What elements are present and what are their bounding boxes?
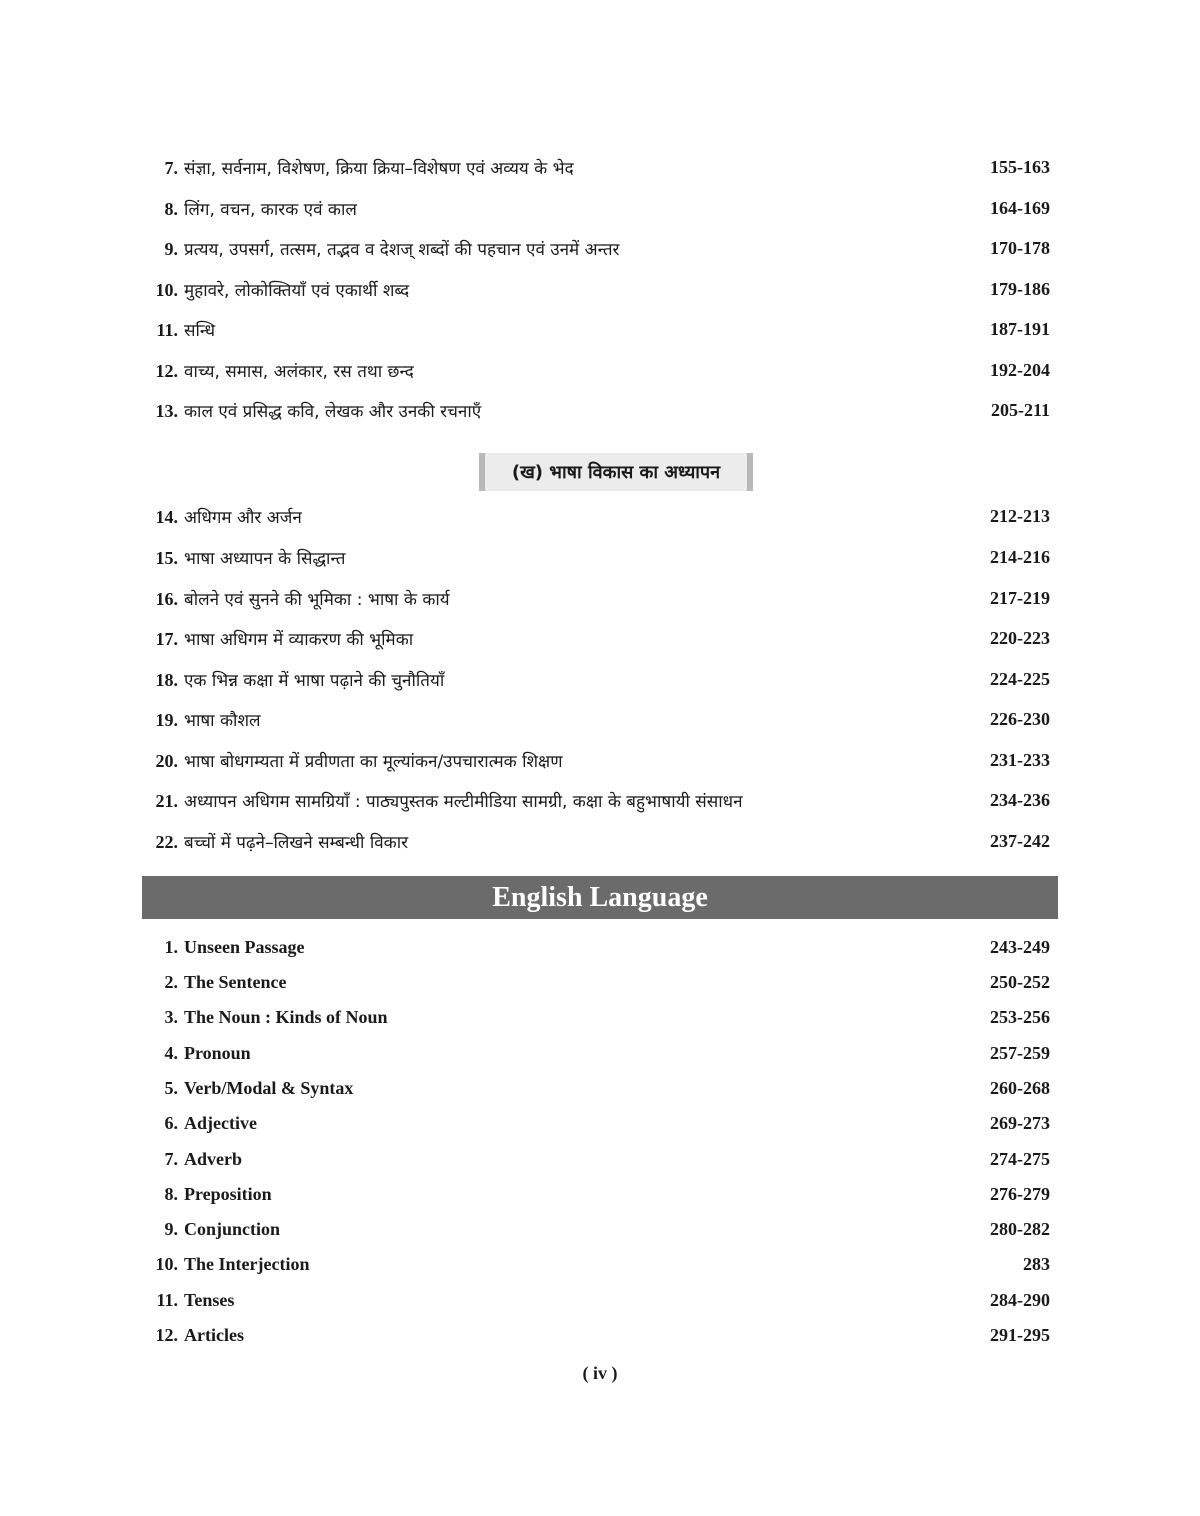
toc-row — [142, 1036, 1050, 1071]
item-number: 4. — [164, 1043, 178, 1063]
toc-row — [142, 269, 1050, 309]
item-title: भाषा अध्यापन के सिद्धान्त — [184, 548, 346, 569]
page-range: 220-223 — [990, 627, 1050, 648]
item-title: बच्चों में पढ़ने–लिखने सम्बन्धी विकार — [184, 832, 409, 853]
page-range: 280-282 — [990, 1219, 1050, 1239]
item-number: 16. — [155, 588, 178, 609]
item-title: अध्यापन अधिगम सामग्रियाँ : पाठ्यपुस्तक मल्टीमीडिया सामग्री, कक्षा के बहुभाषायी संसाधन — [184, 791, 743, 812]
item-title: भाषा कौशल — [184, 710, 261, 731]
page-range: 269-273 — [990, 1113, 1050, 1133]
toc-row — [142, 930, 1050, 965]
toc-row — [142, 699, 1050, 739]
item-title: Articles — [184, 1325, 244, 1345]
item-number: 12. — [155, 360, 178, 381]
item-title: The Interjection — [184, 1254, 310, 1274]
page-range: 250-252 — [990, 972, 1050, 992]
page-range: 237-242 — [990, 830, 1050, 851]
toc-row — [142, 1106, 1050, 1141]
toc-row — [142, 496, 1050, 536]
item-title: अधिगम और अर्जन — [184, 507, 302, 528]
item-title: Conjunction — [184, 1219, 281, 1239]
page-range: 243-249 — [990, 937, 1050, 957]
item-number: 18. — [155, 669, 178, 690]
item-number: 8. — [164, 198, 178, 219]
item-title: काल एवं प्रसिद्ध कवि, लेखक और उनकी रचनाएँ — [184, 401, 482, 422]
page-range: 205-211 — [990, 399, 1050, 420]
toc-row — [142, 1000, 1050, 1035]
item-title: लिंग, वचन, कारक एवं काल — [184, 199, 357, 220]
item-title: Adjective — [184, 1113, 257, 1133]
page-range: 253-256 — [990, 1007, 1050, 1027]
item-title: बोलने एवं सुनने की भूमिका : भाषा के कार्य — [184, 589, 450, 610]
page-range: 291-295 — [990, 1325, 1050, 1345]
item-number: 15. — [155, 547, 178, 568]
item-title: Preposition — [184, 1184, 272, 1204]
item-number: 21. — [155, 790, 178, 811]
item-title: मुहावरे, लोकोक्तियाँ एवं एकार्थी शब्द — [184, 280, 410, 301]
item-number: 10. — [155, 279, 178, 300]
item-number: 1. — [164, 937, 178, 957]
item-title: भाषा अधिगम में व्याकरण की भूमिका — [184, 629, 414, 650]
page-number: ( iv ) — [582, 1363, 618, 1383]
page-range: 155-163 — [990, 156, 1050, 177]
item-number: 13. — [155, 400, 178, 421]
toc-row — [142, 1142, 1050, 1177]
item-title: The Sentence — [184, 972, 287, 992]
item-number: 3. — [164, 1007, 178, 1027]
page-range: 234-236 — [990, 789, 1050, 810]
toc-row — [142, 147, 1050, 187]
item-number: 5. — [164, 1078, 178, 1098]
toc-row — [142, 1177, 1050, 1212]
item-title: The Noun : Kinds of Noun — [184, 1007, 388, 1027]
toc-row — [142, 228, 1050, 268]
toc-row — [142, 659, 1050, 699]
toc-row — [142, 578, 1050, 618]
toc-row — [142, 965, 1050, 1000]
item-number: 11. — [156, 319, 178, 340]
subsection-heading: (ख) भाषा विकास का अध्यापन — [479, 453, 753, 491]
item-number: 10. — [155, 1254, 178, 1274]
toc-row — [142, 537, 1050, 577]
section-banner: English Language — [142, 876, 1058, 919]
item-number: 9. — [164, 1219, 178, 1239]
toc-row — [142, 390, 1050, 430]
toc-row — [142, 618, 1050, 658]
page-range: 192-204 — [990, 359, 1050, 380]
item-number: 11. — [156, 1290, 178, 1310]
toc-row — [142, 821, 1050, 861]
item-number: 8. — [164, 1184, 178, 1204]
item-number: 9. — [164, 238, 178, 259]
toc-row — [142, 740, 1050, 780]
item-number: 12. — [155, 1325, 178, 1345]
page-range: 170-178 — [990, 237, 1050, 258]
page-range: 187-191 — [990, 318, 1050, 339]
toc-row — [142, 780, 1050, 820]
page-range: 212-213 — [990, 505, 1050, 526]
item-title: Verb/Modal & Syntax — [184, 1078, 354, 1098]
item-title: Unseen Passage — [184, 937, 305, 957]
page-range: 224-225 — [990, 668, 1050, 689]
item-title: सन्धि — [184, 320, 216, 341]
item-number: 2. — [164, 972, 178, 992]
page-range: 217-219 — [990, 587, 1050, 608]
page-range: 257-259 — [990, 1043, 1050, 1063]
item-number: 14. — [155, 506, 178, 527]
item-number: 22. — [155, 831, 178, 852]
page-range: 231-233 — [990, 749, 1050, 770]
page-range: 284-290 — [990, 1290, 1050, 1310]
item-title: वाच्य, समास, अलंकार, रस तथा छन्द — [184, 361, 414, 382]
toc-row — [142, 1212, 1050, 1247]
toc-row — [142, 188, 1050, 228]
item-title: Adverb — [184, 1149, 242, 1169]
item-number: 20. — [155, 750, 178, 771]
page-range: 164-169 — [990, 197, 1050, 218]
item-title: भाषा बोधगम्यता में प्रवीणता का मूल्यांकन/उपचारात्मक शिक्षण — [184, 751, 563, 772]
toc-row — [142, 350, 1050, 390]
page-range: 214-216 — [990, 546, 1050, 567]
toc-row — [142, 1318, 1050, 1353]
page-range: 274-275 — [990, 1149, 1050, 1169]
page-range: 179-186 — [990, 278, 1050, 299]
toc-row — [142, 1071, 1050, 1106]
page-range: 226-230 — [990, 708, 1050, 729]
item-title: Tenses — [184, 1290, 235, 1310]
item-number: 19. — [155, 709, 178, 730]
item-title: संज्ञा, सर्वनाम, विशेषण, क्रिया क्रिया–विशेषण एवं अव्यय के भेद — [184, 158, 574, 179]
item-title: प्रत्यय, उपसर्ग, तत्सम, तद्भव व देशज् शब्दों की पहचान एवं उनमें अन्तर — [184, 239, 620, 260]
item-number: 7. — [164, 157, 178, 178]
item-title: एक भिन्न कक्षा में भाषा पढ़ाने की चुनौतियाँ — [184, 670, 445, 691]
page-range: 260-268 — [990, 1078, 1050, 1098]
item-number: 7. — [164, 1149, 178, 1169]
toc-row — [142, 1247, 1050, 1282]
page-range: 276-279 — [990, 1184, 1050, 1204]
toc-row — [142, 1283, 1050, 1318]
item-number: 17. — [155, 628, 178, 649]
item-number: 6. — [164, 1113, 178, 1133]
page-range: 283 — [1023, 1254, 1050, 1274]
item-title: Pronoun — [184, 1043, 251, 1063]
toc-row — [142, 309, 1050, 349]
